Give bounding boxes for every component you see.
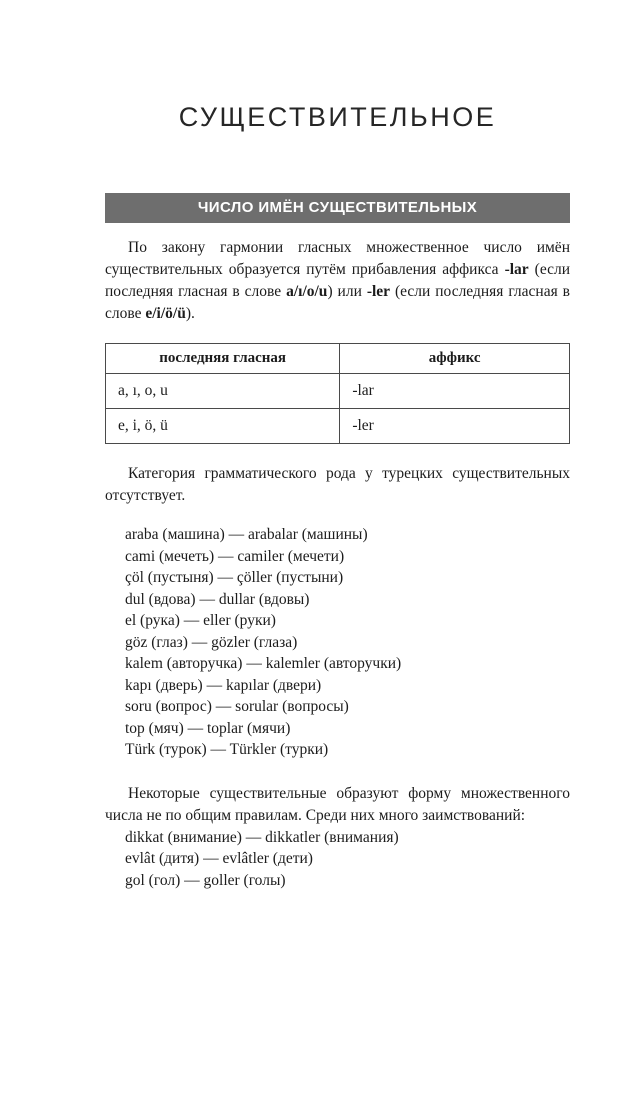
text-run: По закону гармонии гласных множественное число имён существительных образуется путём прибавления аффикса <box>105 239 570 278</box>
example-line: Türk (турок) — Türkler (турки) <box>125 741 329 758</box>
page-title: СУЩЕСТВИТЕЛЬНОЕ <box>178 102 497 132</box>
intro-paragraph <box>105 237 570 325</box>
table-row <box>106 374 570 409</box>
text-run: ) или <box>327 283 367 300</box>
example-line: soru (вопрос) — sorular (вопросы) <box>125 698 349 715</box>
text-run: (если последняя гласная в слове <box>105 283 570 322</box>
cell-vowels: e, i, ö, ü <box>106 409 340 444</box>
example-line: top (мяч) — toplar (мячи) <box>125 719 291 737</box>
table-header-row <box>106 344 570 374</box>
example-line: dul (вдова) — dullar (вдовы) <box>125 590 310 608</box>
cell-vowels: a, ı, o, u <box>106 374 340 409</box>
example-line: evlât (дитя) — evlâtler (дети) <box>125 850 313 867</box>
vowel-affix-table <box>105 343 570 444</box>
text-run: ). <box>185 305 195 322</box>
book-page <box>0 102 644 1102</box>
example-line: kapı (дверь) — kapılar (двери) <box>125 676 322 694</box>
table-header-affix: аффикс <box>340 344 570 374</box>
example-line: kalem (авторучка) — kalemler (авторучки) <box>125 655 402 672</box>
table-header-last-vowel: последняя гласная <box>106 344 340 374</box>
bold-run-front-vowels: e/i/ö/ü <box>145 305 186 322</box>
plural-examples-list <box>125 524 570 761</box>
example-line: gol (гол) — goller (голы) <box>125 871 286 889</box>
cell-affix: -ler <box>340 409 570 444</box>
example-line: çöl (пустыня) — çöller (пустыни) <box>125 569 344 586</box>
exceptions-note-paragraph: Некоторые существительные образуют форму множественного числа не по общим правилам. Среди них много заимствований: <box>105 784 570 824</box>
example-line: göz (глаз) — gözler (глаза) <box>125 633 298 651</box>
gender-note-paragraph: Категория грамматического рода у турецких существительных отсутствует. <box>105 465 570 504</box>
bold-run-affix-ler: -ler <box>366 283 391 300</box>
section-header: ЧИСЛО ИМЁН СУЩЕСТВИТЕЛЬНЫХ <box>105 193 570 223</box>
text-run: (если последняя гласная в слове <box>105 261 571 300</box>
bold-run-back-vowels: a/ı/o/u <box>286 283 328 300</box>
example-line: araba (машина) — arabalar (машины) <box>125 526 368 543</box>
bold-run-affix-lar: -lar <box>504 261 529 278</box>
table-row <box>106 409 570 444</box>
exception-examples-list <box>125 827 570 892</box>
example-line: cami (мечеть) — camiler (мечети) <box>125 547 345 565</box>
example-line: el (рука) — eller (руки) <box>125 612 276 629</box>
example-line: dikkat (внимание) — dikkatler (внимания) <box>125 828 399 846</box>
cell-affix: -lar <box>340 374 570 409</box>
